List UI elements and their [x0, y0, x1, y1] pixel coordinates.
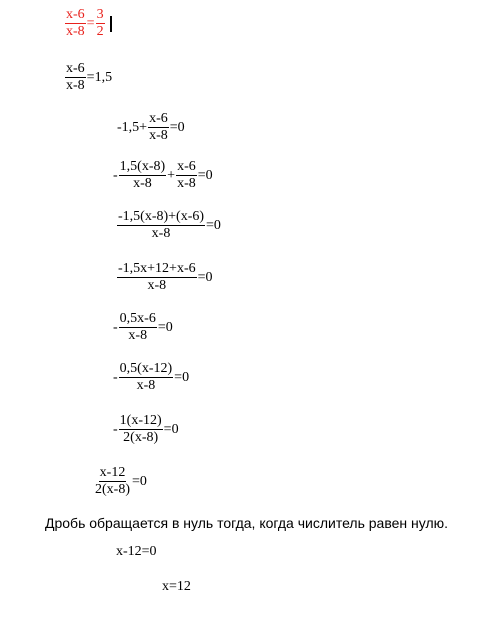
- step-line: $\frac{x-6}{x-8}$ =1,5: [66, 61, 113, 93]
- step-line: - $\frac{0,5(x-12)}{x-8}$ =0: [113, 361, 190, 393]
- step-line: $\frac{-1,5(x-8)+(x-6)}{x-8}$ =0: [118, 209, 221, 241]
- step-line: $\frac{x-12}{2(x-8)}$ =0: [95, 465, 147, 497]
- step-line: -1,5+ $\frac{x-6}{x-8}$ =0: [117, 111, 185, 143]
- fraction-rhs: $\frac{3}{2}$: [96, 7, 104, 39]
- given-equation: $\frac{x-6}{x-8}$ = $\frac{3}{2}$: [64, 8, 112, 39]
- step-line: - $\frac{0,5x-6}{x-8}$ =0: [113, 311, 173, 343]
- step-line: - $\frac{1,5(x-8)}{x-8}$ + $\frac{x-6}{x-8}$ =0: [113, 159, 213, 191]
- step-line: $\frac{-1,5x+12+x-6}{x-8}$ =0: [118, 261, 213, 293]
- solution-answer: x=12: [162, 579, 191, 594]
- equation-numerator-zero: x-12=0: [116, 544, 157, 559]
- fraction-lhs: $\frac{x-6}{x-8}$: [66, 7, 85, 39]
- conclusion-statement: Дробь обращается в нуль тогда, когда числитель равен нулю.: [45, 515, 449, 531]
- step-line: - $\frac{1(x-12)}{2(x-8)}$ =0: [113, 413, 179, 445]
- text-cursor: [110, 16, 112, 32]
